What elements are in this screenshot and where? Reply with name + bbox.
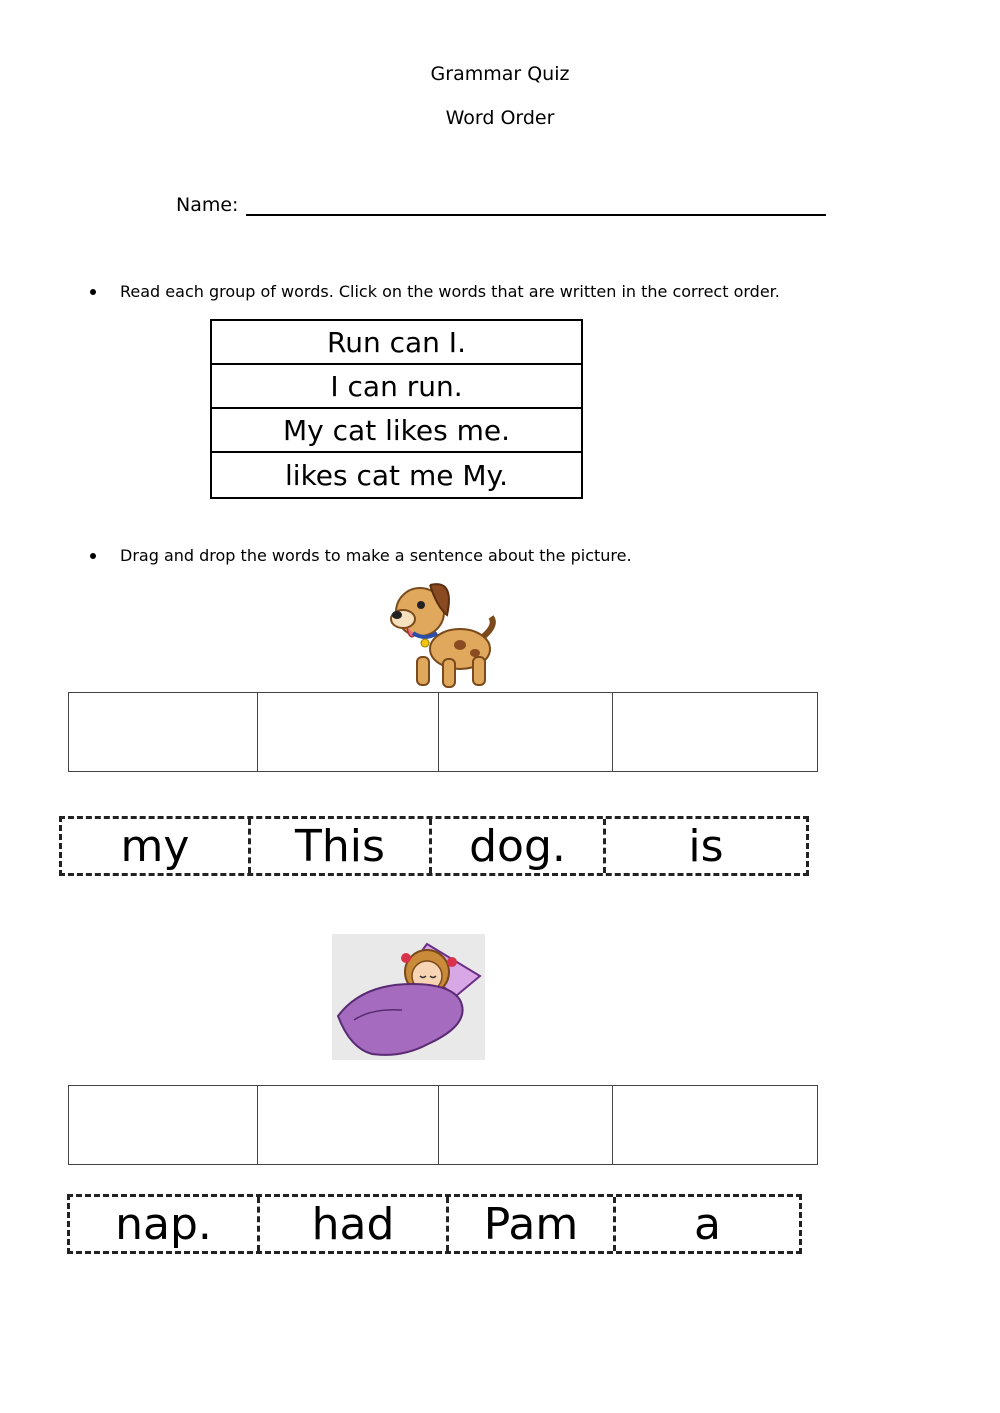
drop-slot[interactable] [258,1086,439,1164]
choice-table [210,319,583,499]
instruction-read-text: Read each group of words. Click on the words that are written in the correct order. [120,282,780,301]
drop-slot[interactable] [439,693,613,771]
word-tile[interactable]: my [62,819,251,873]
word-tile[interactable]: is [688,820,724,872]
puppy-picture [385,577,500,693]
choice-option[interactable]: I can run. [212,365,581,409]
drop-slot[interactable] [613,693,817,771]
word-tile[interactable]: nap. [70,1197,260,1251]
drop-zone-row [68,1085,818,1165]
drop-slot[interactable] [439,1086,613,1164]
name-label: Name: [176,194,239,216]
name-field[interactable] [246,192,826,216]
name-row [176,192,826,216]
drop-slot[interactable] [613,1086,817,1164]
choice-option[interactable]: Run can I. [212,321,581,365]
bullet-icon [90,553,96,559]
instruction-drag-text: Drag and drop the words to make a sentence about the picture. [120,546,632,565]
choice-option[interactable]: likes cat me My. [285,458,508,492]
word-tile[interactable]: had [260,1197,449,1251]
word-tile[interactable]: This [251,819,432,873]
drop-zone-row [68,692,818,772]
drop-slot[interactable] [258,693,439,771]
word-tile[interactable]: dog. [432,819,606,873]
sleeping-girl-picture [332,934,485,1060]
word-tile[interactable]: Pam [449,1197,616,1251]
quiz-subtitle: Word Order [445,107,555,129]
bullet-icon [90,289,96,295]
choice-option[interactable]: My cat likes me. [212,409,581,453]
drop-slot[interactable] [69,693,258,771]
drop-slot[interactable] [69,1086,258,1164]
word-bank [59,816,809,876]
instruction-read [90,282,780,301]
quiz-title: Grammar Quiz [430,63,570,85]
word-tile[interactable]: a [694,1198,721,1250]
word-bank [67,1194,802,1254]
instruction-drag [90,546,632,565]
